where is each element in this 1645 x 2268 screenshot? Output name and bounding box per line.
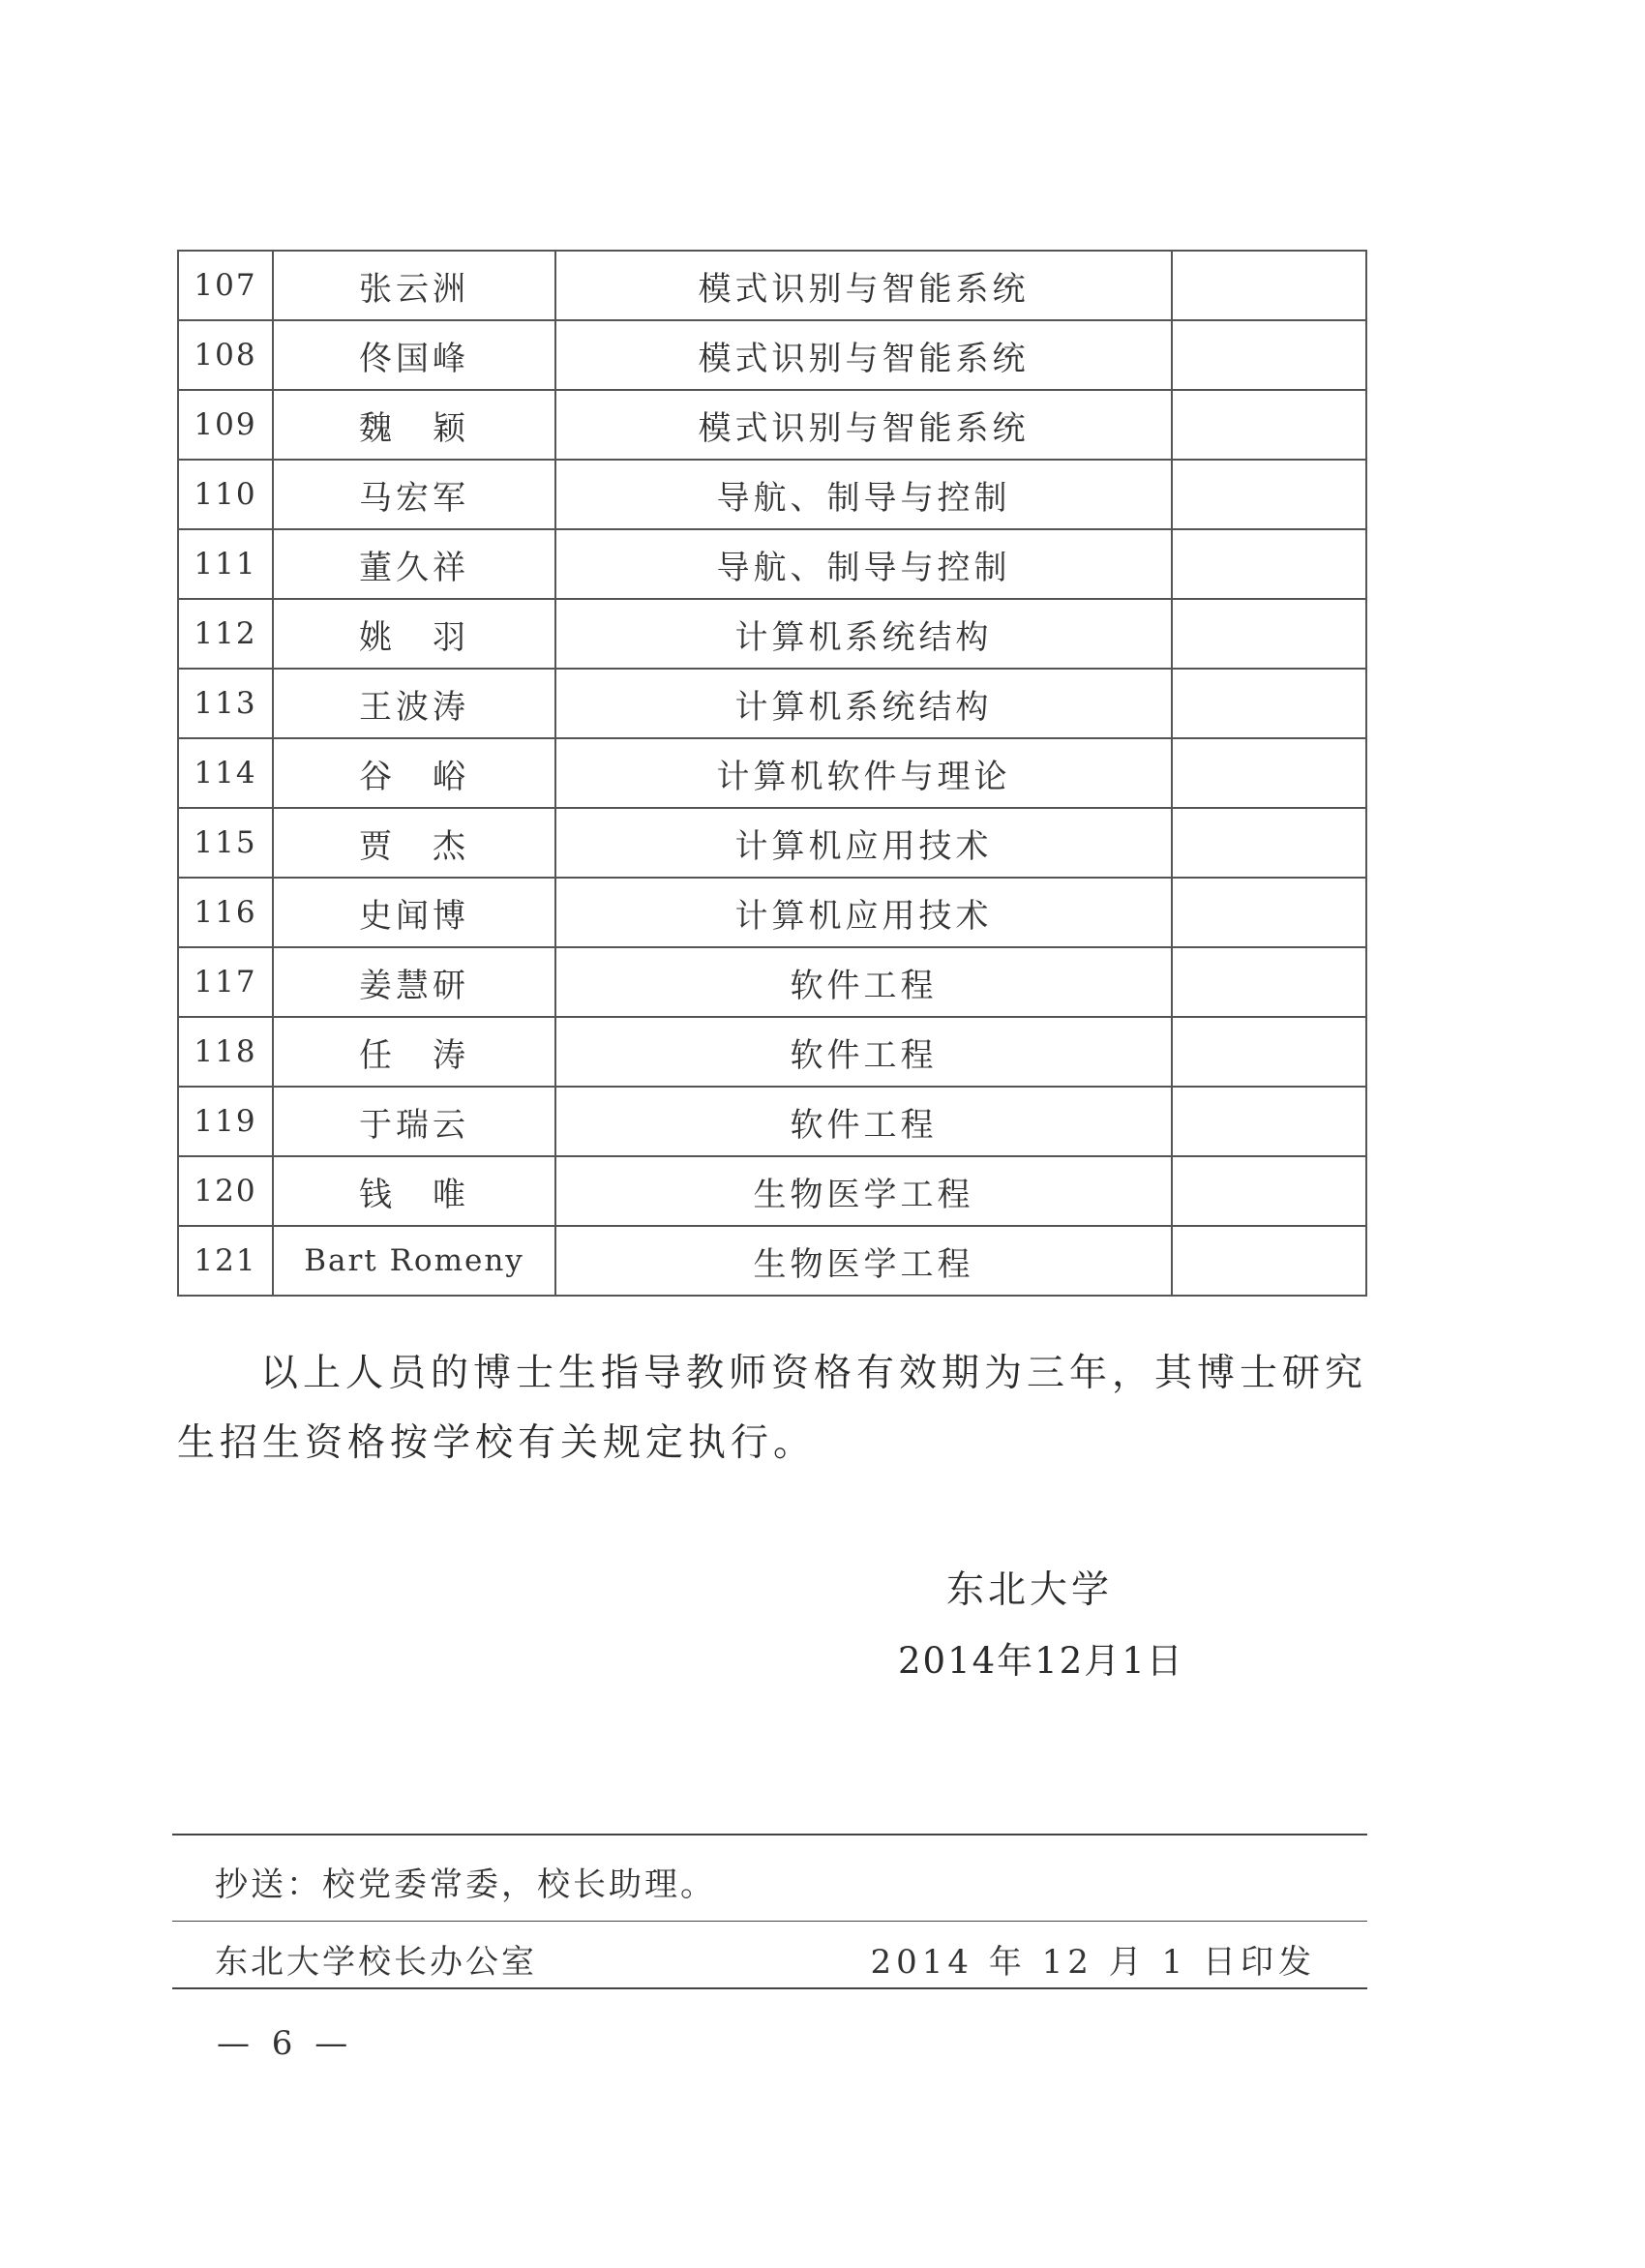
- table-row: [178, 599, 1366, 669]
- note-cell: [1172, 878, 1366, 947]
- advisor-name-cell: 马宏军: [273, 460, 555, 529]
- table-row: [178, 390, 1366, 460]
- advisor-name-cell: 王波涛: [273, 669, 555, 738]
- advisor-table-body: [178, 251, 1366, 1296]
- issue-date: 2014 年 12 月 1 日印发: [870, 1943, 1316, 1982]
- table-row: [178, 738, 1366, 808]
- row-number-cell: 117: [178, 947, 273, 1017]
- advisor-name-cell: 任 涛: [273, 1017, 555, 1087]
- note-cell: [1172, 947, 1366, 1017]
- row-number-cell: 113: [178, 669, 273, 738]
- advisor-name-cell: 姜慧研: [273, 947, 555, 1017]
- page-number: — 6 —: [217, 2024, 354, 2063]
- note-cell: [1172, 251, 1366, 320]
- advisor-name-cell: 钱 唯: [273, 1156, 555, 1226]
- row-number-cell: 112: [178, 599, 273, 669]
- footer-middle-rule: [172, 1921, 1367, 1922]
- note-cell: [1172, 669, 1366, 738]
- major-cell: 软件工程: [555, 1087, 1172, 1156]
- note-cell: [1172, 320, 1366, 390]
- row-number-cell: 115: [178, 808, 273, 878]
- row-number-cell: 114: [178, 738, 273, 808]
- advisor-name-cell: 姚 羽: [273, 599, 555, 669]
- advisor-name-cell: 张云洲: [273, 251, 555, 320]
- major-cell: 软件工程: [555, 947, 1172, 1017]
- major-cell: 计算机软件与理论: [555, 738, 1172, 808]
- advisor-name-cell: 佟国峰: [273, 320, 555, 390]
- advisor-name-cell: 魏 颖: [273, 390, 555, 460]
- major-cell: 生物医学工程: [555, 1156, 1172, 1226]
- row-number-cell: 121: [178, 1226, 273, 1296]
- major-cell: 导航、制导与控制: [555, 529, 1172, 599]
- note-cell: [1172, 1156, 1366, 1226]
- table-row: [178, 1017, 1366, 1087]
- major-cell: 导航、制导与控制: [555, 460, 1172, 529]
- table-row: [178, 460, 1366, 529]
- footer-top-rule: [172, 1834, 1367, 1835]
- major-cell: 模式识别与智能系统: [555, 390, 1172, 460]
- major-cell: 计算机系统结构: [555, 669, 1172, 738]
- signing-date: 2014年12月1日: [898, 1640, 1184, 1682]
- table-row: [178, 1226, 1366, 1296]
- table-row: [178, 669, 1366, 738]
- note-cell: [1172, 599, 1366, 669]
- table-row: [178, 947, 1366, 1017]
- note-cell: [1172, 1017, 1366, 1087]
- note-cell: [1172, 460, 1366, 529]
- table-row: [178, 878, 1366, 947]
- footer-bottom-rule: [172, 1987, 1367, 1989]
- note-cell: [1172, 1087, 1366, 1156]
- advisor-name-cell: 贾 杰: [273, 808, 555, 878]
- advisor-name-cell: Bart Romeny: [273, 1226, 555, 1296]
- note-cell: [1172, 529, 1366, 599]
- major-cell: 计算机系统结构: [555, 599, 1172, 669]
- major-cell: 模式识别与智能系统: [555, 251, 1172, 320]
- table-row: [178, 529, 1366, 599]
- row-number-cell: 118: [178, 1017, 273, 1087]
- row-number-cell: 119: [178, 1087, 273, 1156]
- row-number-cell: 111: [178, 529, 273, 599]
- note-cell: [1172, 390, 1366, 460]
- major-cell: 计算机应用技术: [555, 878, 1172, 947]
- table-row: [178, 1087, 1366, 1156]
- row-number-cell: 116: [178, 878, 273, 947]
- row-number-cell: 109: [178, 390, 273, 460]
- signing-organization: 东北大学: [946, 1568, 1114, 1612]
- row-number-cell: 110: [178, 460, 273, 529]
- advisor-name-cell: 史闻博: [273, 878, 555, 947]
- cc-recipients: 抄送：校党委常委，校长助理。: [215, 1865, 716, 1904]
- advisor-name-cell: 董久祥: [273, 529, 555, 599]
- advisor-table: [177, 250, 1367, 1297]
- row-number-cell: 107: [178, 251, 273, 320]
- major-cell: 模式识别与智能系统: [555, 320, 1172, 390]
- advisor-name-cell: 于瑞云: [273, 1087, 555, 1156]
- row-number-cell: 120: [178, 1156, 273, 1226]
- issuing-office: 东北大学校长办公室: [215, 1943, 537, 1982]
- table-row: [178, 808, 1366, 878]
- note-cell: [1172, 738, 1366, 808]
- validity-notice: 以上人员的博士生指导教师资格有效期为三年，其博士研究生招生资格按学校有关规定执行。: [177, 1352, 1368, 1465]
- major-cell: 软件工程: [555, 1017, 1172, 1087]
- table-row: [178, 251, 1366, 320]
- row-number-cell: 108: [178, 320, 273, 390]
- major-cell: 计算机应用技术: [555, 808, 1172, 878]
- note-cell: [1172, 808, 1366, 878]
- major-cell: 生物医学工程: [555, 1226, 1172, 1296]
- note-cell: [1172, 1226, 1366, 1296]
- table-row: [178, 1156, 1366, 1226]
- advisor-name-cell: 谷 峪: [273, 738, 555, 808]
- table-row: [178, 320, 1366, 390]
